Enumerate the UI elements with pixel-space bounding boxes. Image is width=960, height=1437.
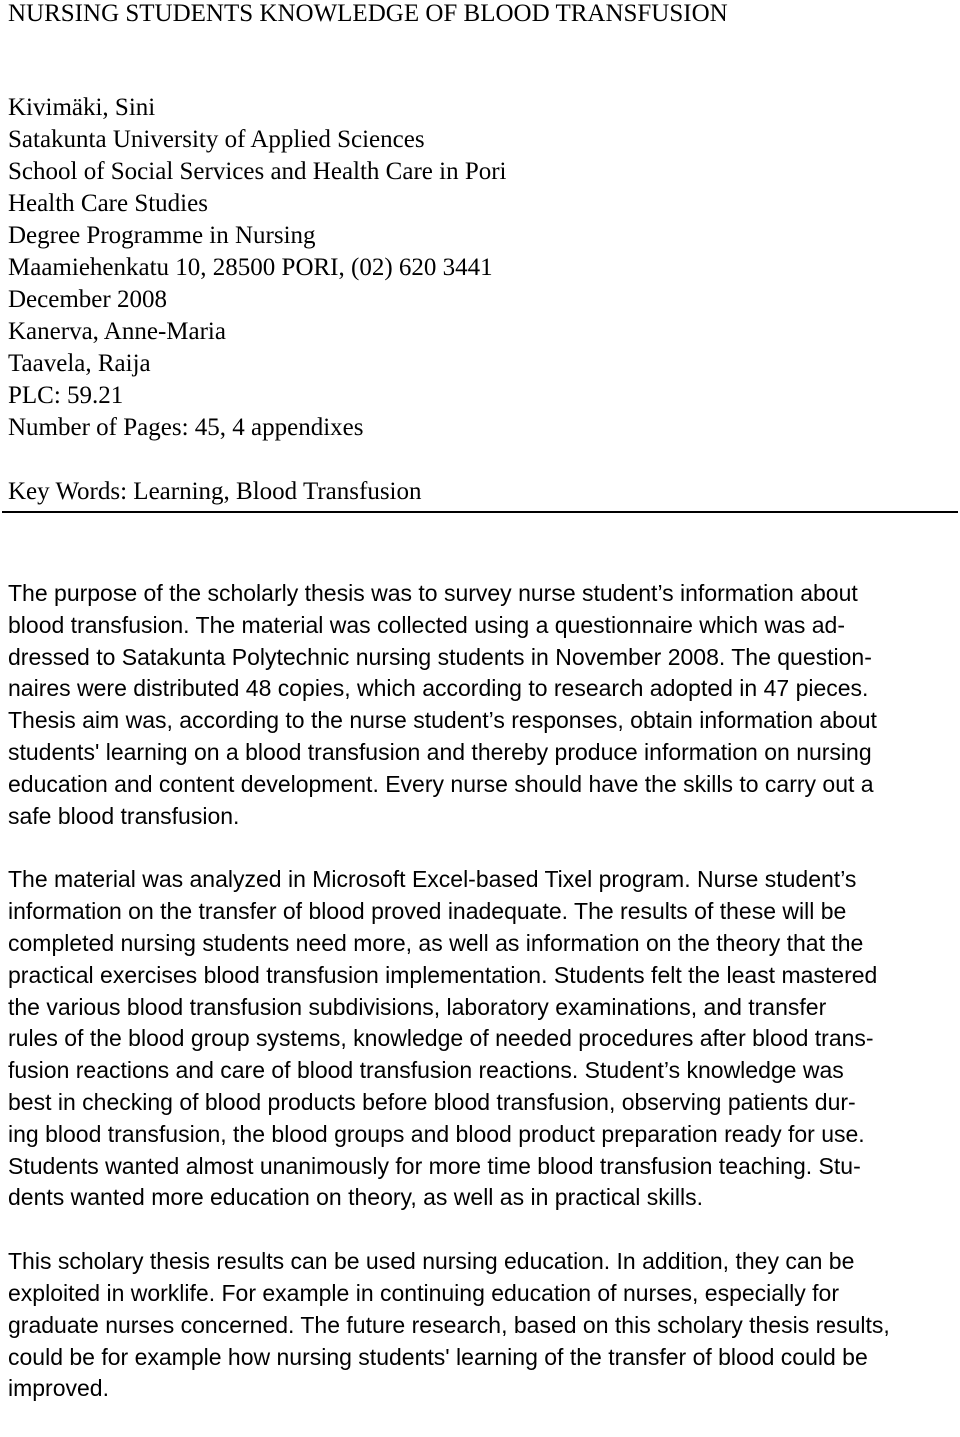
text-line: practical exercises blood transfusion implementation. Students felt the least mastered xyxy=(8,961,878,988)
abstract-body xyxy=(8,578,954,1437)
text-line: This scholary thesis results can be used nursing education. In addition, they can be xyxy=(8,1248,855,1275)
abstract-paragraph-1 xyxy=(8,578,954,832)
text-line: best in checking of blood products before blood transfusion, observing patients dur- xyxy=(8,1088,856,1115)
study-field: Health Care Studies xyxy=(8,190,208,217)
author-name: Kivimäki, Sini xyxy=(8,94,156,121)
text-line: students' learning on a blood transfusion and thereby produce information on nursing xyxy=(8,738,872,765)
text-line: The material was analyzed in Microsoft Excel-based Tixel program. Nurse student’s xyxy=(8,866,857,893)
text-line: improved. xyxy=(8,1375,109,1402)
divider-line xyxy=(2,511,958,513)
text-line: the various blood transfusion subdivisions, laboratory examinations, and transfer xyxy=(8,993,827,1020)
text-line: education and content development. Every nurse should have the skills to carry out a xyxy=(8,770,874,797)
text-line: dressed to Satakunta Polytechnic nursing students in November 2008. The question- xyxy=(8,643,872,670)
text-line: blood transfusion. The material was collected using a questionnaire which was ad- xyxy=(8,611,845,638)
text-line: fusion reactions and care of blood transfusion reactions. Student’s knowledge was xyxy=(8,1057,844,1084)
author-info-block xyxy=(8,92,507,444)
text-line: could be for example how nursing students' learning of the transfer of blood could be xyxy=(8,1343,868,1370)
address: Maamiehenkatu 10, 28500 PORI, (02) 620 3441 xyxy=(8,254,493,281)
keywords-line: Key Words: Learning, Blood Transfusion xyxy=(8,478,422,505)
text-line: naires were distributed 48 copies, which according to research adopted in 47 pieces. xyxy=(8,675,869,702)
text-line: exploited in worklife. For example in continuing education of nurses, especially for xyxy=(8,1279,839,1306)
abstract-paragraph-3 xyxy=(8,1246,954,1405)
document-title: NURSING STUDENTS KNOWLEDGE OF BLOOD TRANSFUSION xyxy=(8,0,728,27)
page-count: Number of Pages: 45, 4 appendixes xyxy=(8,414,364,441)
text-line: Students wanted almost unanimously for more time blood transfusion teaching. Stu- xyxy=(8,1152,861,1179)
text-line: The purpose of the scholarly thesis was to survey nurse student’s information about xyxy=(8,580,858,606)
supervisor-2: Taavela, Raija xyxy=(8,350,151,377)
school-name: School of Social Services and Health Care in Pori xyxy=(8,158,507,185)
text-line: safe blood transfusion. xyxy=(8,802,240,829)
degree-programme: Degree Programme in Nursing xyxy=(8,222,316,249)
text-line: information on the transfer of blood proved inadequate. The results of these will be xyxy=(8,898,847,925)
supervisor-1: Kanerva, Anne-Maria xyxy=(8,318,226,345)
abstract-paragraph-2 xyxy=(8,864,954,1214)
text-line: ing blood transfusion, the blood groups and blood product preparation ready for use. xyxy=(8,1120,865,1147)
text-line: graduate nurses concerned. The future research, based on this scholary thesis results, xyxy=(8,1311,890,1338)
plc-code: PLC: 59.21 xyxy=(8,382,124,409)
text-line: dents wanted more education on theory, as well as in practical skills. xyxy=(8,1184,704,1211)
text-line: rules of the blood group systems, knowledge of needed procedures after blood trans- xyxy=(8,1025,874,1052)
text-line: Thesis aim was, according to the nurse student’s responses, obtain information about xyxy=(8,707,877,734)
university-name: Satakunta University of Applied Sciences xyxy=(8,126,425,153)
text-line: completed nursing students need more, as well as information on the theory that the xyxy=(8,929,864,956)
date: December 2008 xyxy=(8,286,167,313)
